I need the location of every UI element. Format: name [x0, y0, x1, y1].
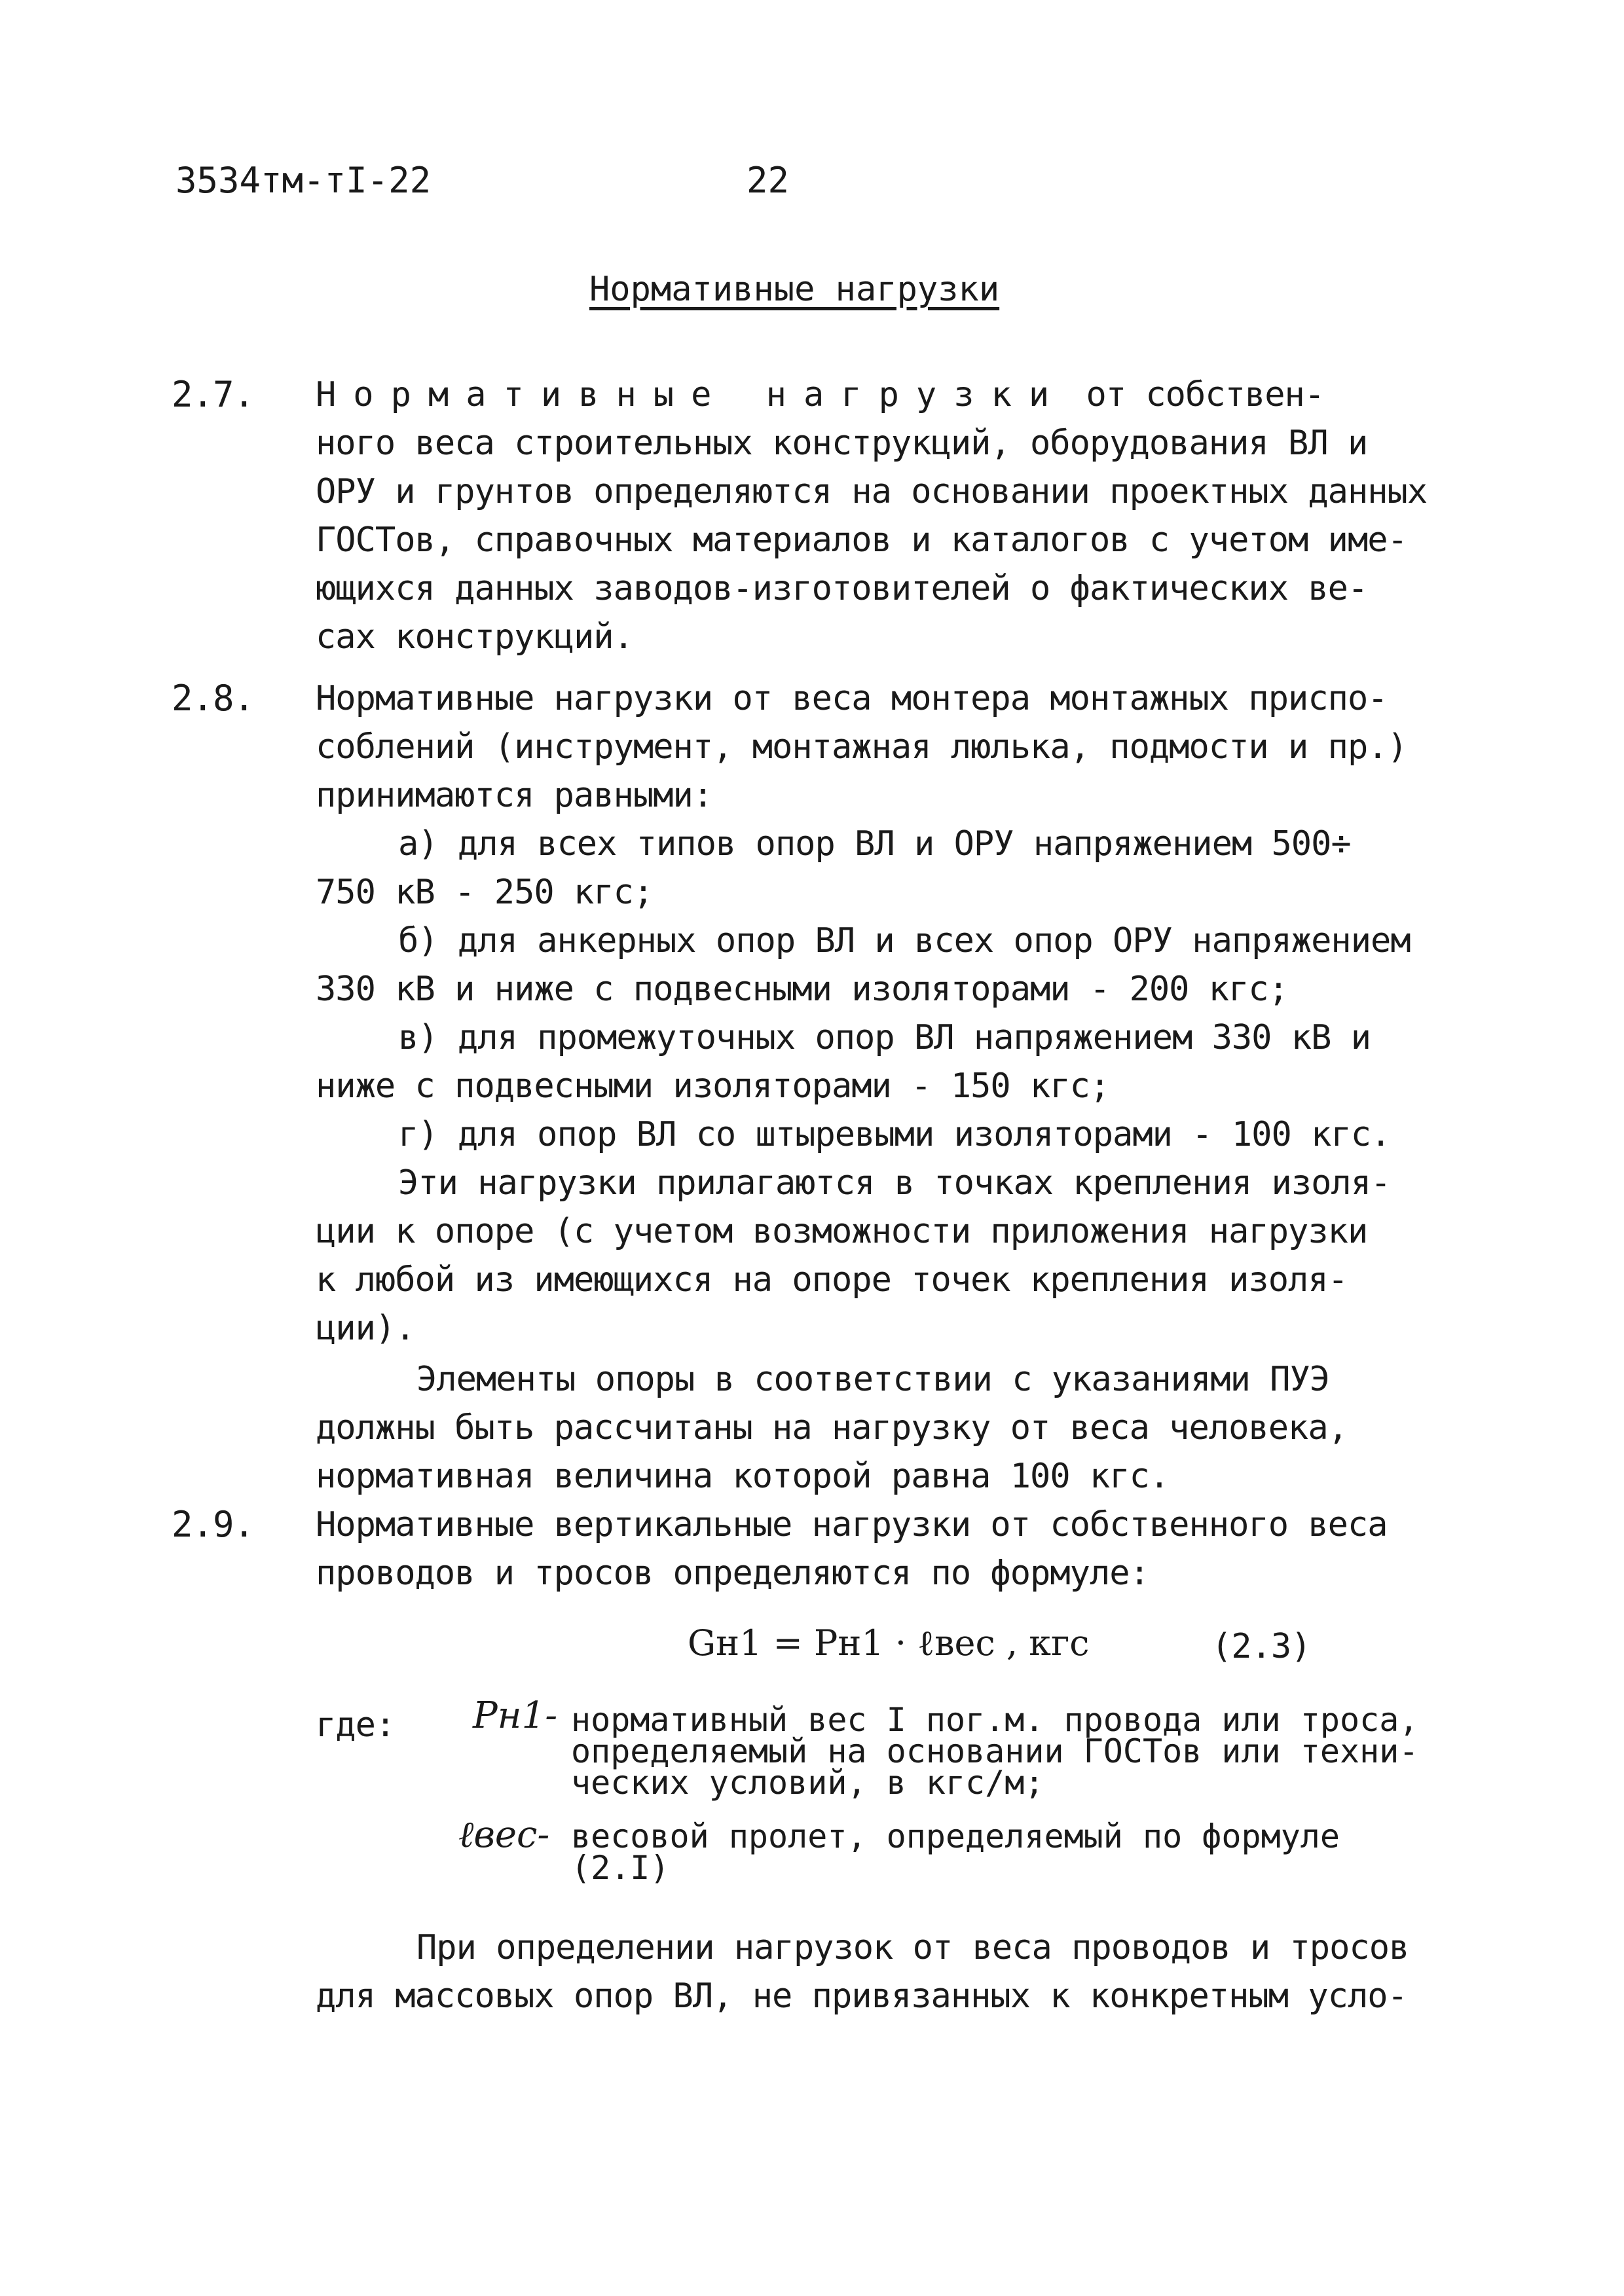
definition-symbol: ℓвес-	[458, 1813, 550, 1856]
list-item-a: а) для всех типов опор ВЛ и ОРУ напряжением 500÷	[398, 824, 1351, 864]
paragraph-line: ющихся данных заводов-изготовителей о фактических ве-	[316, 569, 1368, 608]
list-item-d: г) для опор ВЛ со штыревыми изоляторами - 100 кгс.	[398, 1115, 1391, 1154]
paragraph-line: ГОСТов, справочных материалов и каталогов с учетом име-	[316, 520, 1407, 560]
paragraph-line: сах конструкций.	[316, 617, 633, 657]
paragraph-line: для массовых опор ВЛ, не привязанных к конкретным усло-	[316, 1977, 1407, 2016]
section-title: Нормативные нагрузки	[589, 270, 1000, 309]
paragraph-line: ции к опоре (с учетом возможности приложения нагрузки	[316, 1212, 1368, 1251]
paragraph-line: должны быть рассчитаны на нагрузку от веса человека,	[316, 1408, 1348, 1448]
paragraph-number-2-9: 2.9.	[172, 1504, 255, 1545]
spaced-term: Нормативные нагрузки	[316, 375, 1067, 414]
list-item-b-cont: 330 кВ и ниже с подвесными изоляторами - 200 кгс;	[316, 970, 1289, 1009]
paragraph-line: Элементы опоры в соответствии с указаниями ПУЭ	[416, 1360, 1330, 1399]
where-label: где:	[316, 1705, 396, 1745]
definition-symbol: Pн1-	[473, 1694, 558, 1737]
definition-line: весовой пролет, определяемый по формуле	[571, 1817, 1340, 1855]
paragraph-line: принимаются равными:	[316, 776, 713, 815]
paragraph-line: Эти нагрузки прилагаются в точках крепления изоля-	[398, 1163, 1391, 1203]
paragraph-line: нормативная величина которой равна 100 кгс.	[316, 1457, 1170, 1496]
paragraph-line: При определении нагрузок от веса проводов и тросов	[416, 1928, 1409, 1967]
definition-line: определяемый на основании ГОСТов или техни-	[571, 1732, 1419, 1770]
paragraph-number-2-8: 2.8.	[172, 678, 255, 719]
list-item-c-cont: ниже с подвесными изоляторами - 150 кгс;	[316, 1066, 1110, 1106]
definition-line: нормативный вес I пог.м. провода или троса,	[571, 1701, 1419, 1739]
document-code: 3534тм-тI-22	[175, 160, 432, 201]
definition-line: (2.I)	[571, 1849, 670, 1887]
paragraph-number-2-7: 2.7.	[172, 374, 255, 415]
paragraph-line: к любой из имеющихся на опоре точек крепления изоля-	[316, 1260, 1348, 1300]
paragraph-line: ного веса строительных конструкций, оборудования ВЛ и	[316, 424, 1368, 463]
list-item-b: б) для анкерных опор ВЛ и всех опор ОРУ напряжением	[398, 921, 1411, 960]
formula-number: (2.3)	[1211, 1627, 1311, 1666]
paragraph-line: соблений (инструмент, монтажная люлька, подмости и пр.)	[316, 727, 1407, 767]
definition-line: ческих условий, в кгс/м;	[571, 1764, 1044, 1802]
paragraph-line: ции).	[316, 1309, 415, 1348]
paragraph-line: Нормативные нагрузки от веса монтера монтажных приспо-	[316, 679, 1388, 718]
page-number: 22	[747, 160, 790, 201]
list-item-c: в) для промежуточных опор ВЛ напряжением 330 кВ и	[398, 1018, 1371, 1057]
paragraph-2-7-first-line: Нормативные нагрузки от собствен-	[316, 375, 1325, 414]
paragraph-line: ОРУ и грунтов определяются на основании проектных данных	[316, 472, 1428, 511]
paragraph-line: проводов и тросов определяются по формуле:	[316, 1554, 1149, 1593]
list-item-a-cont: 750 кВ - 250 кгс;	[316, 873, 654, 912]
paragraph-line: Нормативные вертикальные нагрузки от собственного веса	[316, 1505, 1388, 1544]
formula: Gн1 = Pн1 · ℓвес , кгс	[688, 1622, 1090, 1664]
